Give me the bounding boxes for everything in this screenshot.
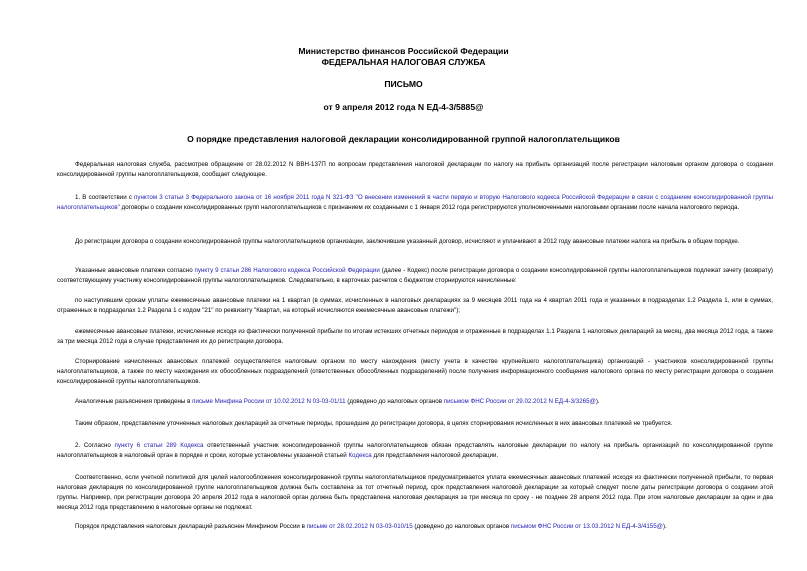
paragraph-intro: Федеральная налоговая служба, рассмотрев обращение от 28.02.2012 N ВВН-137П по вопросам представления налоговой декларации по налогу на прибыль организаций после регистрации налоговым органом договора о создании консолидированной группы налогоплательщиков, сообщает следующее. [57,161,773,178]
paragraph-reversal: Сторнирование начисленных авансовых платежей осуществляется налоговым органом по месту нахождения (месту учета в качестве крупнейшего налогоплательщика) организаций - участников консолидированной группы налогоплательщиков, а также по месту нахождения их обособленных подразделений (ответственных обособленных подразделений) после получения информационного сообщения налогового органа по месту регистрации договора о создании консолидированной группы налогоплательщиков. [57,358,773,385]
paragraph-text: для представления налоговой декларации. [371,452,499,459]
tax-code-289-link[interactable]: пункту 6 статьи 289 Кодекса [114,442,204,449]
paragraph-text: 2. Согласно [75,442,115,449]
service-title: ФЕДЕРАЛЬНАЯ НАЛОГОВАЯ СЛУЖБА [321,57,486,67]
paragraph-clarifications [57,397,773,407]
paragraph-text: ). [595,398,600,405]
document-subject: О порядке представления налоговой декларации консолидированной группой налогоплательщиков [187,134,620,144]
paragraph-text: (доведено до налоговых органов [345,398,444,405]
paragraph-text: (далее - Кодекс) после регистрации договора о создании консолидированной группы налогоплательщиков подлежат зачету (возврату) соответствующему участнику консолидированной группы налогоплательщиков. Следовательно, в карточках расчетов с бюджетом сторнируются начисленные: [57,267,773,284]
minfin-letter-link[interactable]: письме Минфина России от 10.02.2012 N 03-03-01/11 [192,398,346,405]
paragraph-monthly-payments: ежемесячные авансовые платежи, исчисленные исходя из фактически полученной прибыли по итогам истекших отчетных периодов и отраженные в подразделах 1.1 Раздела 1 налоговых деклараций за месяц, два месяца 2012 года, а также за три месяца 2012 года в случае представления их до регистрации договора. [57,328,773,345]
paragraph-text: 1. В соответствии с [75,194,135,201]
paragraph-text: Указанные авансовые платежи согласно [75,267,195,274]
paragraph-text: ответственный участник консолидированной группы налогоплательщиков обязан представлять налоговые декларации по налогу на прибыль организаций по консолидированной группе налогоплательщиков в налоговый орган в порядке и сроки, которые установлены указанной статьей [57,442,773,459]
ministry-title: Министерство финансов Российской Федерации [298,46,509,56]
paragraph-1 [57,193,773,213]
paragraph-accounting-policy: Соответственно, если учетной политикой для целей налогообложения консолидированной группы налогоплательщиков предусматривается уплата ежемесячных авансовых платежей исходя из фактически полученной прибыли, то первая налоговая декларация по консолидированной группе налогоплательщиков должна быть составлена за тот отчетный период, срок представления налоговой декларации за который следует после даты регистрации договора о создании этой группы. Например, при регистрации договора 20 апреля 2012 года в налоговой орган должна быть представлена налоговая декларация за три месяца по сроку - не позднее 28 апреля 2012 года. При этом налоговые декларации за один и два месяца 2012 года представлению в налоговые органы не подлежат. [57,474,773,511]
paragraph-2 [57,441,773,461]
paragraph-text: ). [662,523,667,530]
tax-code-286-link[interactable]: пункту 9 статьи 286 Налогового кодекса Российской Федерации [194,267,380,274]
paragraph-text: договоры о создании консолидированных групп налогоплательщиков с признанием их созданными с 1 января 2012 года регистрируются уполномоченными налоговыми органами после начала налогового периода. [119,204,740,211]
law-321-fz-link[interactable]: пунктом 3 статьи 3 Федерального закона от 16 ноября 2011 года N 321-ФЗ "О внесении изменений в части первую и вторую Налогового кодекса Российской Федерации в связи с созданием консолидированной группы налогоплательщиков" [57,194,773,211]
paragraph-text: Порядок представления налоговых деклараций разъяснен Минфином России в [75,523,307,530]
document-date-number: от 9 апреля 2012 года N ЕД-4-3/5885@ [323,102,484,112]
paragraph-q1-payments: по наступившим срокам уплаты ежемесячные авансовые платежи на 1 квартал (в суммах, исчисленных в налоговых декларациях за 9 месяцев 2011 года на 4 квартал 2011 года и указанных в подразделах 1.2 Раздела 1, или в суммах, отраженных в подразделах 1.2 Раздела 1 с кодом "21" по реквизиту "Квартал, на который исчисляются ежемесячные авансовые платежи"); [57,297,773,314]
paragraph-procedure [57,522,773,532]
paragraph-text: Аналогичные разъяснения приведены в [75,398,193,405]
fns-letter-2-link[interactable]: письмом ФНС России от 13.03.2012 N ЕД-4-3/4155@ [510,523,663,530]
minfin-letter-2-link[interactable]: письме от 28.02.2012 N 03-03-010/15 [306,523,413,530]
tax-code-link[interactable]: Кодекса [348,452,372,459]
paragraph-conclusion: Таким образом, представление уточненных налоговых деклараций за отчетные периоды, прошедшие до регистрации договора, в целях сторнирования исчисленных в них авансовых платежей не требуется. [75,420,673,427]
paragraph-offset [57,266,773,286]
fns-letter-link[interactable]: письмом ФНС России от 29.02.2012 N ЕД-4-3/3265@ [443,398,596,405]
paragraph-text: (доведено до налоговых органов [412,523,511,530]
document-type: ПИСЬМО [384,79,423,89]
paragraph-advance-payments: До регистрации договора о создании консолидированной группы налогоплательщиков организации, заключившие указанный договор, исчисляют и уплачивают в 2012 году авансовые платежи налога на прибыль в общем порядке. [75,238,740,245]
